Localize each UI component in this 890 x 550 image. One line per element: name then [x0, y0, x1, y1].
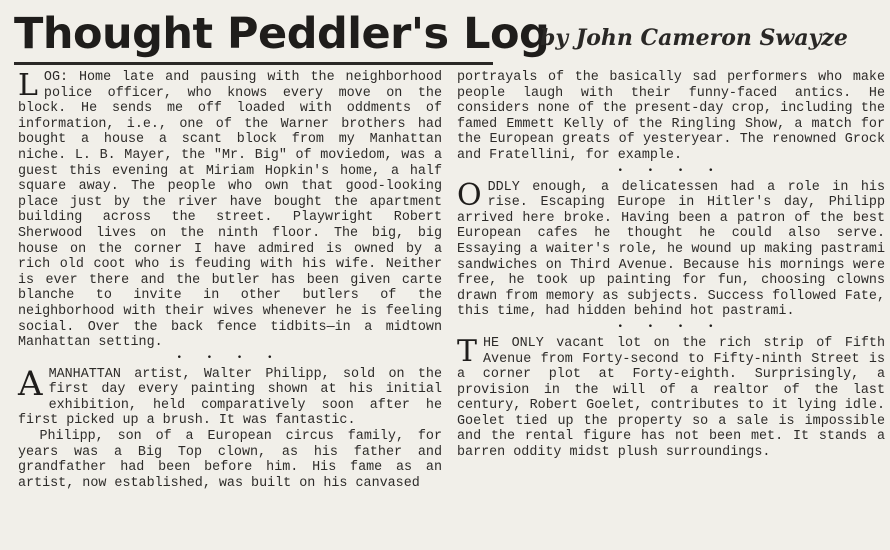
paragraph-text: OG: Home late and pausing with the neighborhood police officer, who knows every move on the block. He sends me off loaded with oddments of information, i.e., one of the Warner brothers had bought a house a scant block from my Manhattan niche. L. B. Mayer, the "Mr. Big" of moviedom, was a guest this evening at Miriam Hopkin's home, a half square away. The people who own that good-looking place just by the river have bought the apartment building across the street. Playwright Robert Sherwood lives on the ninth floor. The big, big house on the corner I have admired is owned by a rich old coot who is feuding with his wife. Neither is ever there and the butler has been given carte blanche to invite in other butlers of the neighborhood with their wives whenever he is feeling social. Over the back fence tidbits—in a midtown Manhattan setting. [18, 70, 442, 351]
paragraph-text: MANHATTAN artist, Walter Philipp, sold on the first day every painting shown at his initial exhibition, held comparatively soon after he first picked up a brush. It was fantastic. [18, 366, 442, 429]
section-separator: • • • • [617, 165, 725, 176]
paragraph-text: DDLY enough, a delicatessen had a role in his rise. Escaping Europe in Hitler's day, Philipp arrived here broke. Having been a patron of the best European cafes he thought he could also serve. Essaying a waiter's role, he wound up making pastrami sandwiches on Third Avenue. Because his mornings were free, he took up painting for fun, choosing clowns drawn from memory as subjects. Success followed Fate, this time, had hidden behind hot pastrami. [457, 179, 885, 320]
paragraph-vacant-lot [457, 333, 885, 461]
drop-initial-o: O [457, 177, 482, 213]
right-text-column [457, 70, 885, 461]
drop-initial-t: T [457, 333, 478, 369]
section-separator: • • • • [176, 352, 284, 363]
paragraph-log [18, 70, 442, 351]
drop-initial-a: A [18, 363, 43, 404]
paragraph-philipp: Philipp, son of a European circus family, for years was a Big Top clown, as his father and grandfather had been before him. His fame as an artist, now established, was built on his canvased [18, 429, 442, 491]
paragraph-portrayals: portrayals of the basically sad performers who make people laugh with their funny-faced antics. He considers none of the present-day crop, including the famed Emmett Kelly of the Ringling Show, a match for the European greats of yesteryear. The renowned Grock and Fratellini, for example. [457, 70, 885, 163]
drop-initial-l: L [18, 68, 38, 103]
byline: by John Cameron Swayze [540, 25, 848, 51]
paragraph-text: HE ONLY vacant lot on the rich strip of Fifth Avenue from Forty-second to Fifty-ninth Street is a corner plot at Forty-eighth. Surprisingly, a provision in the will of a realtor of the last century, Robert Goelet, contributes to it lying idle. Goelet tied up the property so a sale is impossible and the rental figure has not been met. It stands a barren oddity midst plush surroundings. [457, 335, 885, 461]
paragraph-delicatessen [457, 177, 885, 320]
title-underline [14, 62, 493, 65]
left-text-column [18, 70, 442, 491]
paragraph-artist [18, 363, 442, 429]
section-separator: • • • • [617, 321, 725, 332]
page-title: Thought Peddler's Log [14, 9, 550, 59]
